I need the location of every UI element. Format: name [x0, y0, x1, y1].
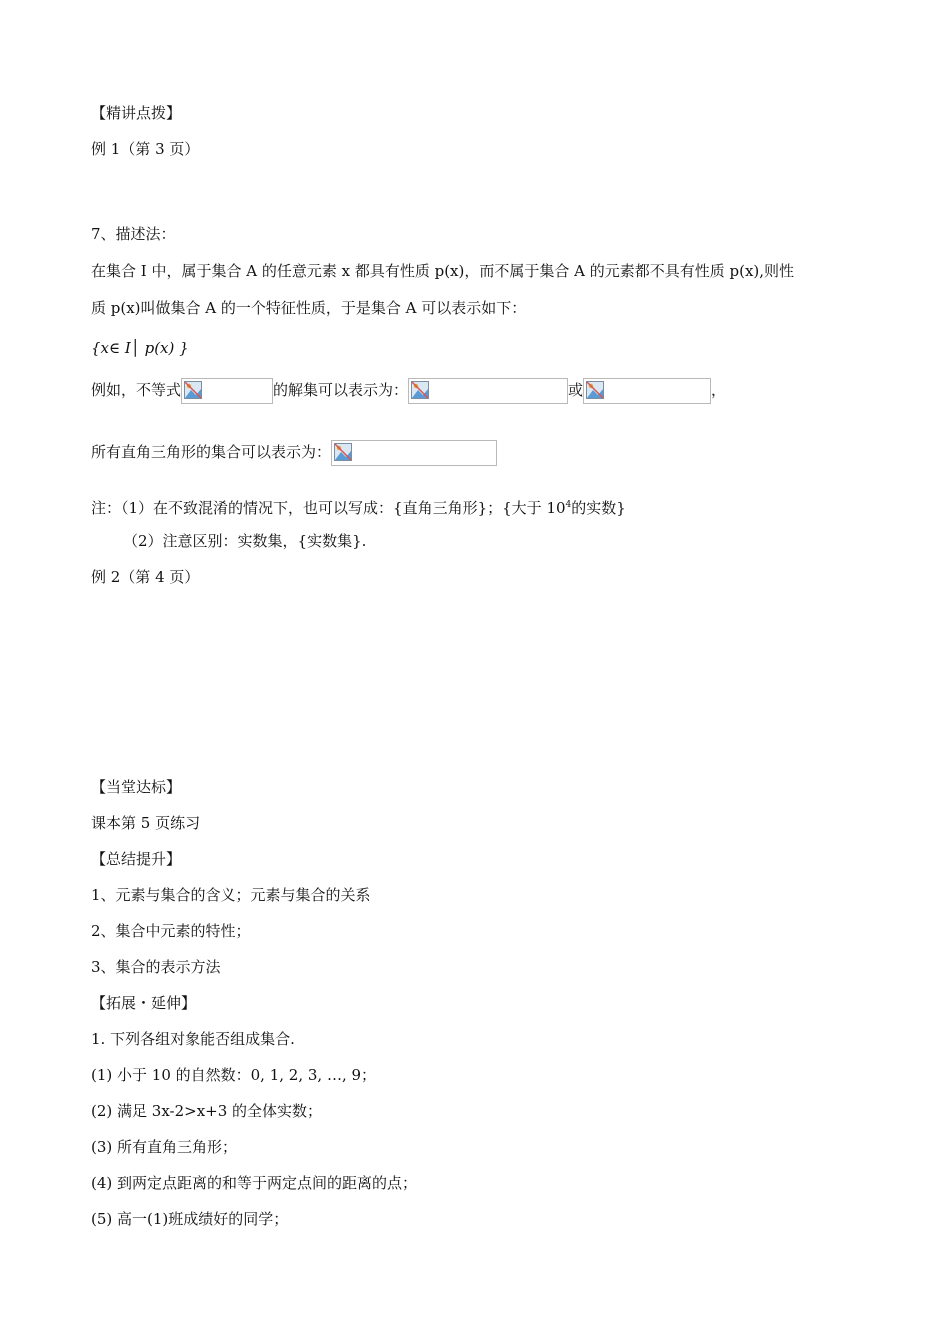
broken-image-formula	[181, 378, 273, 404]
question-1-item-5: (5) 高一(1)班成绩好的同学；	[91, 1210, 289, 1228]
paragraph-line-1: 在集合 I 中，属于集合 A 的任意元素 x 都具有性质 p(x)，而不属于集合 A 的元素都不具有性质 p(x),则性	[91, 262, 795, 280]
inequality-end: ，	[711, 381, 727, 399]
summary-item-3: 3、集合的表示方法	[91, 958, 221, 976]
question-1-item-2: (2) 满足 3x-2>x+3 的全体实数；	[91, 1102, 323, 1120]
broken-image-formula	[583, 378, 711, 404]
question-1: 1. 下列各组对象能否组成集合.	[91, 1030, 295, 1048]
broken-image-formula	[331, 440, 497, 466]
heading-dangtang: 【当堂达标】	[91, 778, 182, 796]
set-builder-formula: {x∈ I│ p(x) }	[91, 339, 189, 357]
question-1-item-3: (3) 所有直角三角形；	[91, 1138, 238, 1156]
heading-tuozhan: 【拓展・延伸】	[91, 994, 197, 1012]
heading-zongjie: 【总结提升】	[91, 850, 182, 868]
note-1-text: 注：（1）在不致混淆的情况下，也可以写成：{直角三角形}；{大于 10	[91, 499, 566, 517]
note-2: （2）注意区别：实数集，{实数集}.	[123, 532, 367, 550]
inequality-mid: 的解集可以表示为：	[273, 381, 409, 399]
summary-item-2: 2、集合中元素的特性；	[91, 922, 251, 940]
heading-jingjiang: 【精讲点拨】	[91, 104, 182, 122]
question-1-item-1: (1) 小于 10 的自然数：0, 1, 2, 3, …, 9；	[91, 1066, 377, 1084]
example-2: 例 2（第 4 页）	[91, 568, 200, 586]
inequality-prefix: 例如，不等式	[91, 381, 182, 399]
inequality-example	[91, 378, 726, 404]
paragraph-line-2: 质 p(x)叫做集合 A 的一个特征性质，于是集合 A 可以表示如下：	[91, 299, 527, 317]
note-1	[91, 495, 626, 518]
right-triangle-example	[91, 440, 497, 466]
right-triangle-prefix: 所有直角三角形的集合可以表示为：	[91, 443, 332, 461]
note-1-end: 的实数}	[571, 499, 626, 517]
practice-line: 课本第 5 页练习	[91, 814, 201, 832]
note-1-exponent: 4	[565, 500, 572, 510]
inequality-or: 或	[568, 381, 584, 399]
example-1: 例 1（第 3 页）	[91, 140, 200, 158]
describe-title: 7、描述法：	[91, 225, 176, 243]
question-1-item-4: (4) 到两定点距离的和等于两定点间的距离的点；	[91, 1174, 418, 1192]
summary-item-1: 1、元素与集合的含义；元素与集合的关系	[91, 886, 371, 904]
broken-image-formula	[408, 378, 568, 404]
